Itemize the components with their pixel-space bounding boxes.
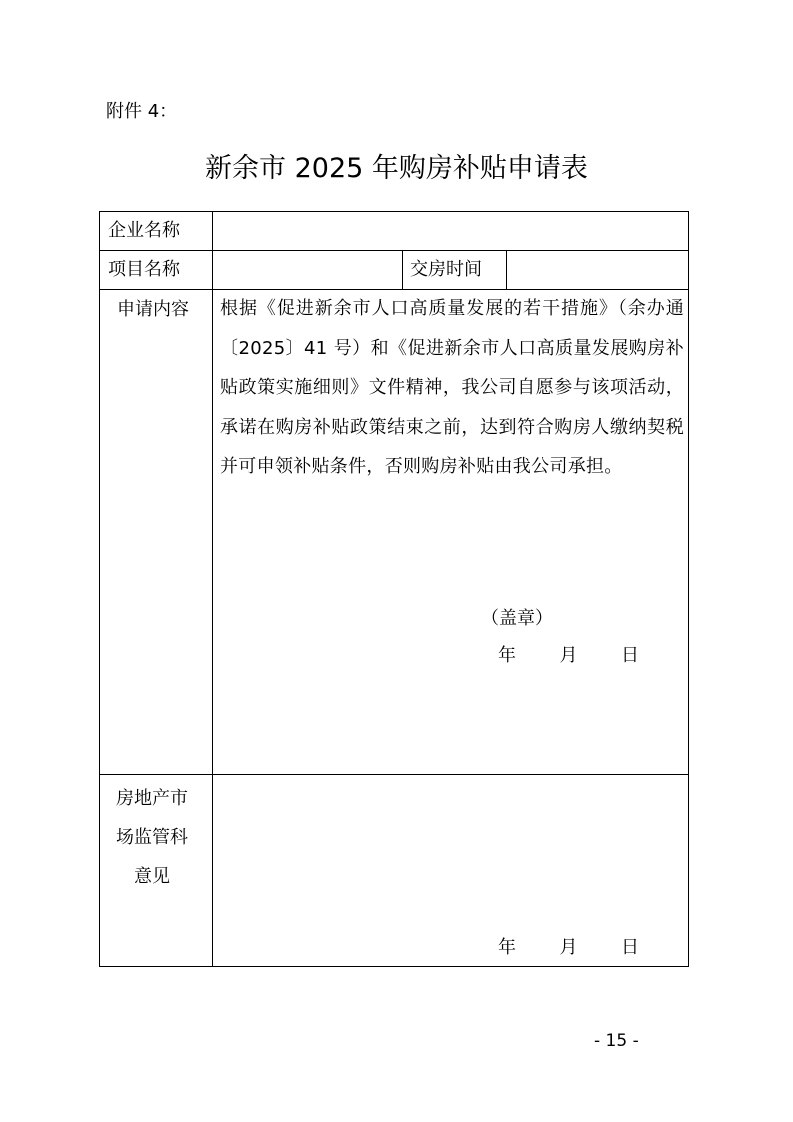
opinion-date-month: 月 xyxy=(559,937,578,958)
row-divider xyxy=(100,250,688,251)
form-title: 新余市 2025 年购房补贴申请表 xyxy=(205,153,588,184)
date-month: 月 xyxy=(559,645,578,666)
row-divider xyxy=(100,774,688,775)
column-divider xyxy=(506,250,507,289)
application-form-table xyxy=(99,211,689,967)
application-content-text: 根据《促进新余市人口高质量发展的若干措施》（余办通〔2025〕41 号）和《促进新余市人口高质量发展购房补贴政策实施细则》文件精神，我公司自愿参与该项活动，承诺在购房补贴政策结束之前，达到符合购房人缴纳契税并可申领补贴条件，否则购房补贴由我公司承担。 xyxy=(220,298,684,477)
opinion-label-line3: 意见 xyxy=(134,866,170,887)
opinion-date-day: 日 xyxy=(620,937,639,958)
handover-time-label: 交房时间 xyxy=(410,259,482,280)
column-divider xyxy=(212,212,213,966)
opinion-date xyxy=(498,936,639,960)
attachment-label: 附件 4： xyxy=(106,101,178,122)
application-date xyxy=(498,644,639,668)
opinion-date-year: 年 xyxy=(498,937,516,958)
date-year: 年 xyxy=(498,645,516,666)
project-name-label: 项目名称 xyxy=(108,259,180,280)
date-day: 日 xyxy=(620,645,639,666)
seal-label: （盖章） xyxy=(481,608,553,629)
page-number: - 15 - xyxy=(594,1031,639,1051)
opinion-label-line2: 场监管科 xyxy=(116,827,188,848)
column-divider xyxy=(402,250,403,289)
application-content-label: 申请内容 xyxy=(117,299,189,320)
company-name-label: 企业名称 xyxy=(108,220,180,241)
opinion-label-line1: 房地产市 xyxy=(116,788,188,809)
